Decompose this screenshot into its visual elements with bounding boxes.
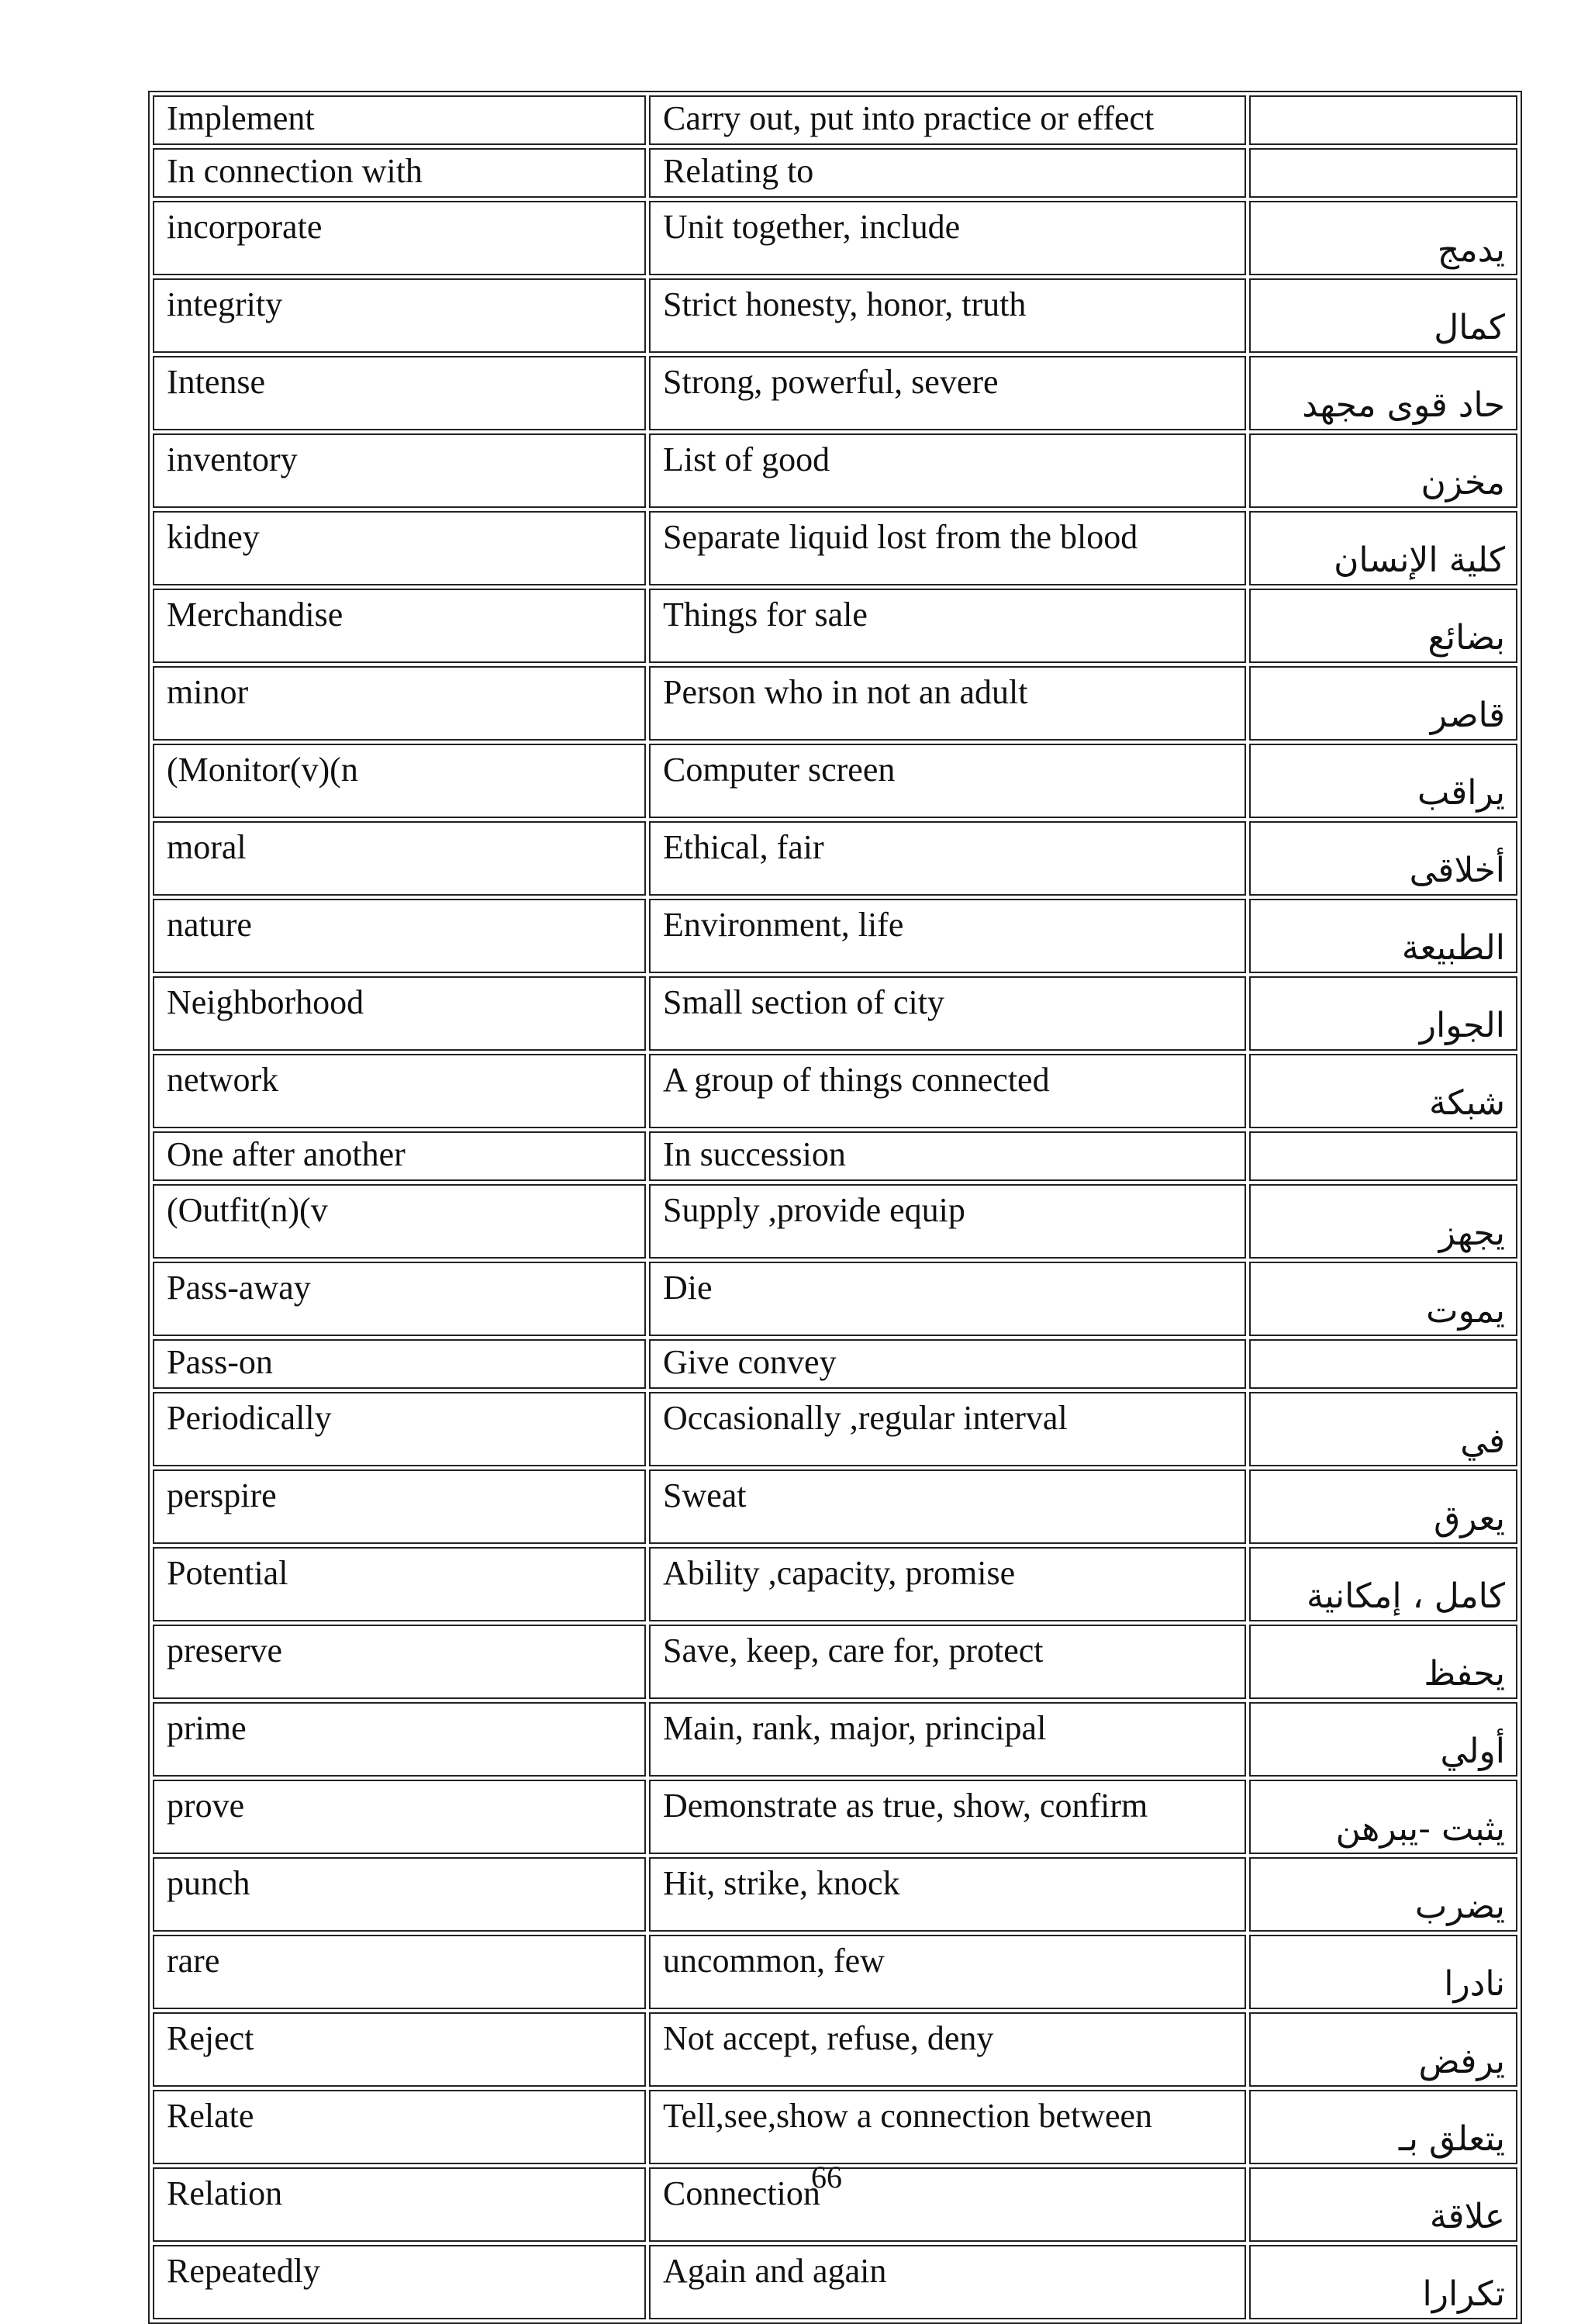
definition-cell: Computer screen: [649, 744, 1246, 818]
word-cell: prime: [153, 1702, 646, 1777]
table-row: [153, 1780, 1517, 1854]
definition-cell: Die: [649, 1262, 1246, 1336]
table-row: [153, 744, 1517, 818]
arabic-cell: يموت: [1249, 1262, 1517, 1336]
table-row: [153, 2245, 1517, 2319]
definition-cell: Separate liquid lost from the blood: [649, 511, 1246, 585]
word-cell: In connection with: [153, 148, 646, 198]
arabic-cell: أولي: [1249, 1702, 1517, 1777]
table-row: [153, 589, 1517, 663]
definition-cell: Environment, life: [649, 899, 1246, 973]
definition-cell: A group of things connected: [649, 1054, 1246, 1128]
definition-cell: Carry out, put into practice or effect: [649, 95, 1246, 145]
word-cell: Merchandise: [153, 589, 646, 663]
word-cell: Potential: [153, 1547, 646, 1621]
word-cell: minor: [153, 666, 646, 741]
word-cell: Pass-away: [153, 1262, 646, 1336]
table-row: [153, 1547, 1517, 1621]
table-row: [153, 821, 1517, 896]
word-cell: Reject: [153, 2012, 646, 2087]
table-row: [153, 511, 1517, 585]
table-row: [153, 666, 1517, 741]
arabic-cell: تكرارا: [1249, 2245, 1517, 2319]
arabic-cell: بضائع: [1249, 589, 1517, 663]
arabic-cell: كلية الإنسان: [1249, 511, 1517, 585]
arabic-cell: [1249, 1339, 1517, 1389]
table-row: [153, 2090, 1517, 2164]
table-row: [153, 1392, 1517, 1466]
definition-cell: Ability ,capacity, promise: [649, 1547, 1246, 1621]
word-cell: Relation: [153, 2167, 646, 2242]
word-cell: nature: [153, 899, 646, 973]
word-cell: incorporate: [153, 201, 646, 275]
arabic-cell: يجهز: [1249, 1184, 1517, 1259]
arabic-cell: في: [1249, 1392, 1517, 1466]
definition-cell: Sweat: [649, 1469, 1246, 1544]
definition-cell: Small section of city: [649, 976, 1246, 1051]
word-cell: preserve: [153, 1625, 646, 1699]
arabic-cell: الجوار: [1249, 976, 1517, 1051]
table-row: [153, 1054, 1517, 1128]
definition-cell: Save, keep, care for, protect: [649, 1625, 1246, 1699]
table-row: [153, 1184, 1517, 1259]
definition-cell: Strict honesty, honor, truth: [649, 278, 1246, 353]
word-cell: kidney: [153, 511, 646, 585]
arabic-cell: قاصر: [1249, 666, 1517, 741]
arabic-cell: أخلاقى: [1249, 821, 1517, 896]
table-row: [153, 201, 1517, 275]
word-cell: punch: [153, 1857, 646, 1932]
arabic-cell: حاد قوى مجهد: [1249, 356, 1517, 430]
definition-cell: Connection: [649, 2167, 1246, 2242]
definition-cell: Supply ,provide equip: [649, 1184, 1246, 1259]
arabic-cell: يتعلق بـ: [1249, 2090, 1517, 2164]
word-cell: network: [153, 1054, 646, 1128]
word-cell: Intense: [153, 356, 646, 430]
table-row: [153, 899, 1517, 973]
table-row: [153, 1935, 1517, 2009]
definition-cell: Relating to: [649, 148, 1246, 198]
definition-cell: Tell,see,show a connection between: [649, 2090, 1246, 2164]
table-row: [153, 1339, 1517, 1389]
definition-cell: Hit, strike, knock: [649, 1857, 1246, 1932]
word-cell: rare: [153, 1935, 646, 2009]
arabic-cell: الطبيعة: [1249, 899, 1517, 973]
table-row: [153, 976, 1517, 1051]
word-cell: (Monitor(v)(n: [153, 744, 646, 818]
table-row: [153, 1131, 1517, 1181]
table-row: [153, 1702, 1517, 1777]
definition-cell: Again and again: [649, 2245, 1246, 2319]
arabic-cell: [1249, 148, 1517, 198]
definition-cell: Ethical, fair: [649, 821, 1246, 896]
definition-cell: List of good: [649, 433, 1246, 508]
word-cell: perspire: [153, 1469, 646, 1544]
word-cell: Periodically: [153, 1392, 646, 1466]
word-cell: inventory: [153, 433, 646, 508]
definition-cell: Give convey: [649, 1339, 1246, 1389]
arabic-cell: يعرق: [1249, 1469, 1517, 1544]
arabic-cell: يراقب: [1249, 744, 1517, 818]
arabic-cell: شبكة: [1249, 1054, 1517, 1128]
word-cell: One after another: [153, 1131, 646, 1181]
word-cell: Neighborhood: [153, 976, 646, 1051]
arabic-cell: يضرب: [1249, 1857, 1517, 1932]
definition-cell: Main, rank, major, principal: [649, 1702, 1246, 1777]
definition-cell: Person who in not an adult: [649, 666, 1246, 741]
vocabulary-table: [148, 91, 1522, 2324]
word-cell: moral: [153, 821, 646, 896]
table-row: [153, 433, 1517, 508]
definition-cell: Unit together, include: [649, 201, 1246, 275]
word-cell: Repeatedly: [153, 2245, 646, 2319]
arabic-cell: كمال: [1249, 278, 1517, 353]
table-row: [153, 1625, 1517, 1699]
definition-cell: Things for sale: [649, 589, 1246, 663]
arabic-cell: يدمج: [1249, 201, 1517, 275]
definition-cell: Demonstrate as true, show, confirm: [649, 1780, 1246, 1854]
word-cell: (Outfit(n)(v: [153, 1184, 646, 1259]
arabic-cell: يرفض: [1249, 2012, 1517, 2087]
table-row: [153, 278, 1517, 353]
arabic-cell: يحفظ: [1249, 1625, 1517, 1699]
arabic-cell: يثبت -يبرهن: [1249, 1780, 1517, 1854]
page-number: 66: [811, 2160, 842, 2195]
table-row: [153, 1857, 1517, 1932]
definition-cell: uncommon, few: [649, 1935, 1246, 2009]
definition-cell: Occasionally ,regular interval: [649, 1392, 1246, 1466]
arabic-cell: [1249, 1131, 1517, 1181]
word-cell: prove: [153, 1780, 646, 1854]
arabic-cell: مخزن: [1249, 433, 1517, 508]
definition-cell: In succession: [649, 1131, 1246, 1181]
arabic-cell: نادرا: [1249, 1935, 1517, 2009]
word-cell: Implement: [153, 95, 646, 145]
table-row: [153, 1262, 1517, 1336]
table-row: [153, 356, 1517, 430]
word-cell: Relate: [153, 2090, 646, 2164]
word-cell: Pass-on: [153, 1339, 646, 1389]
arabic-cell: [1249, 95, 1517, 145]
definition-cell: Strong, powerful, severe: [649, 356, 1246, 430]
table-row: [153, 148, 1517, 198]
definition-cell: Not accept, refuse, deny: [649, 2012, 1246, 2087]
table-row: [153, 95, 1517, 145]
arabic-cell: كامل ، إمكانية: [1249, 1547, 1517, 1621]
table-row: [153, 1469, 1517, 1544]
word-cell: integrity: [153, 278, 646, 353]
arabic-cell: علاقة: [1249, 2167, 1517, 2242]
table-row: [153, 2012, 1517, 2087]
